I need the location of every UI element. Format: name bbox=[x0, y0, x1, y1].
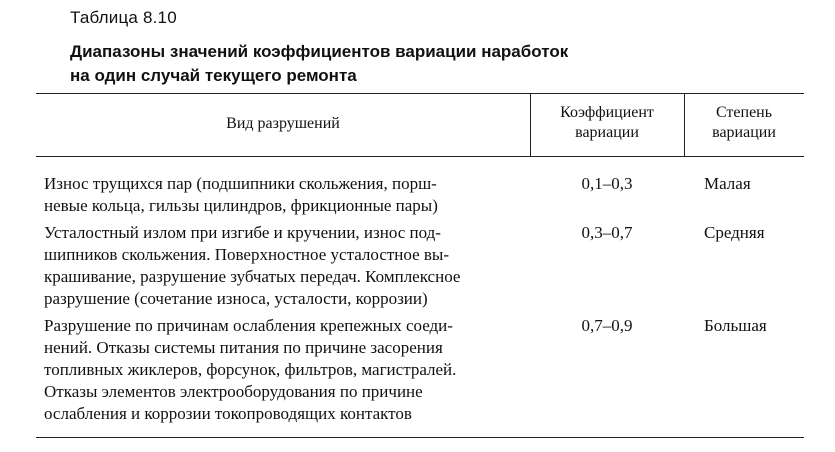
table-title-line: Диапазоны значений коэффициентов вариации наработок bbox=[70, 42, 569, 61]
description-line: нений. Отказы системы питания по причине засорения bbox=[44, 338, 443, 357]
header-degree bbox=[684, 103, 804, 143]
header-label: Степень bbox=[715, 104, 773, 121]
row-degree: Малая bbox=[704, 174, 751, 193]
row-degree: Средняя bbox=[704, 223, 765, 242]
row-coefficient: 0,1–0,3 bbox=[581, 174, 633, 193]
header-failure-type bbox=[36, 114, 530, 134]
row-degree: Большая bbox=[704, 316, 767, 335]
table-label: Таблица 8.10 bbox=[70, 8, 177, 27]
row-coefficient: 0,7–0,9 bbox=[581, 316, 633, 335]
header-label: Коэффициент bbox=[560, 104, 654, 121]
header-label: Вид разрушений bbox=[226, 115, 340, 132]
table-top-rule bbox=[36, 93, 804, 94]
description-line: Разрушение по причинам ослабления крепежных соеди- bbox=[44, 316, 453, 335]
header-coefficient bbox=[530, 103, 684, 143]
table-bottom-rule bbox=[36, 437, 804, 438]
description-line: Усталостный излом при изгибе и кручении, износ под- bbox=[44, 223, 441, 242]
description-line: разрушение (сочетание износа, усталости, коррозии) bbox=[44, 289, 428, 308]
row-description bbox=[44, 315, 456, 425]
description-line: шипников скольжения. Поверхностное усталостное вы- bbox=[44, 245, 450, 264]
description-line: невые кольца, гильзы цилиндров, фрикционные пары) bbox=[44, 196, 438, 215]
header-label: вариации bbox=[712, 124, 776, 141]
row-coefficient: 0,3–0,7 bbox=[581, 223, 633, 242]
header-label: вариации bbox=[575, 124, 639, 141]
row-description bbox=[44, 173, 438, 217]
description-line: Износ трущихся пар (подшипники скольжения, порш- bbox=[44, 174, 437, 193]
header-bottom-rule bbox=[36, 156, 804, 157]
description-line: крашивание, разрушение зубчатых передач. Комплексное bbox=[44, 267, 461, 286]
table-title-line: на один случай текущего ремонта bbox=[70, 66, 357, 85]
description-line: топливных жиклеров, форсунок, фильтров, магистралей. bbox=[44, 360, 457, 379]
description-line: Отказы элементов электрооборудования по причине bbox=[44, 382, 423, 401]
table-title bbox=[70, 40, 568, 88]
row-description bbox=[44, 222, 460, 310]
description-line: ослабления и коррозии токопроводящих контактов bbox=[44, 404, 412, 423]
